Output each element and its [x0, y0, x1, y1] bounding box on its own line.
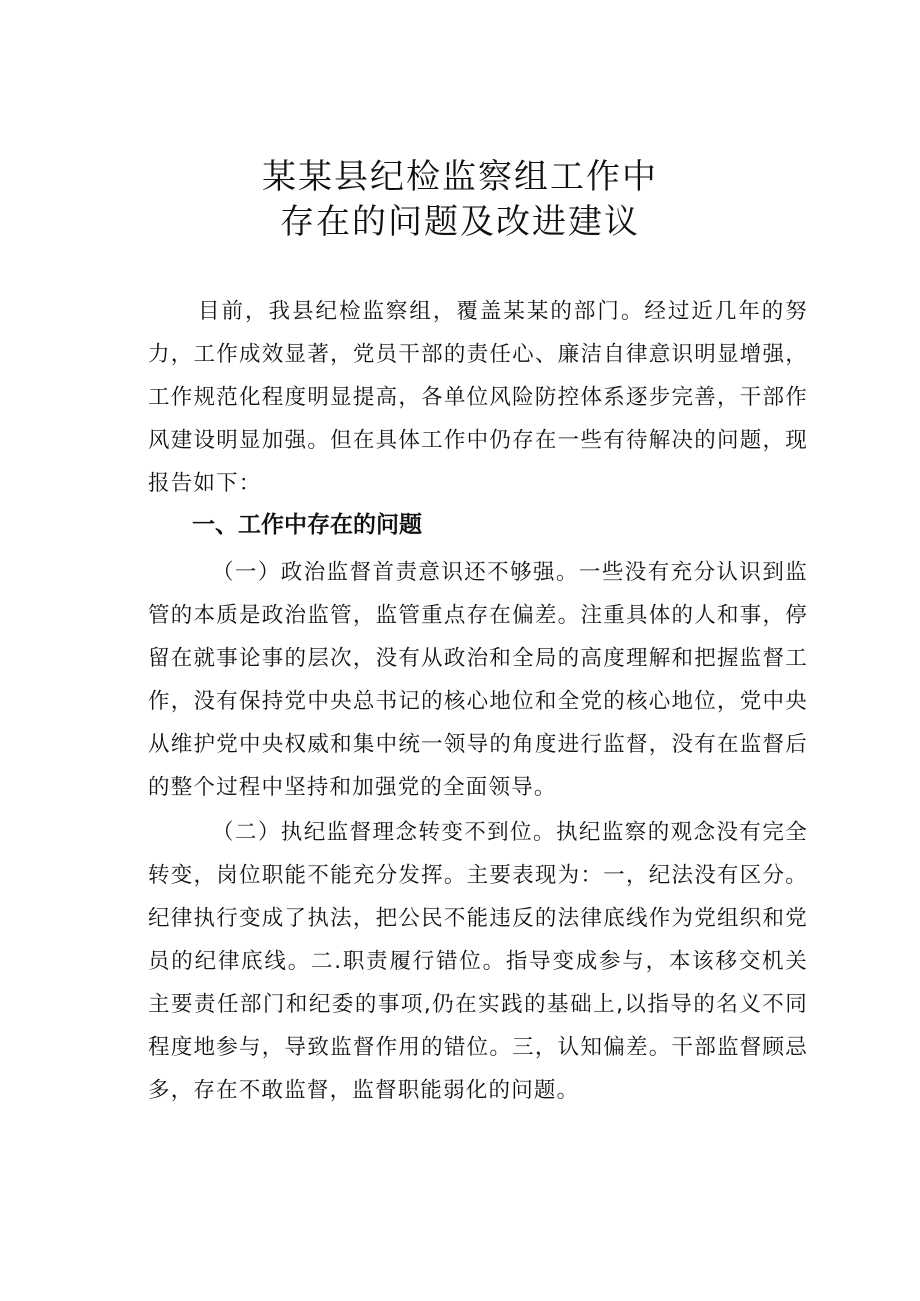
paragraph-political-supervision: （一）政治监督首责意识还不够强。一些没有充分认识到监管的本质是政治监管，监管重点存在偏差。注重具体的人和事，停留在就事论事的层次，没有从政治和全局的高度理解和把握监督工作，没有保持党中央总书记的核心地位和全党的核心地位，党中央从维护党中央权威和集中统一领导的角度进行监督，没有在监督后的整个过程中坚持和加强党的全面领导。 [148, 560, 808, 800]
paragraph-discipline-supervision: （二）执纪监督理念转变不到位。执纪监察的观念没有完全转变，岗位职能不能充分发挥。主要表现为：一，纪法没有区分。纪律执行变成了执法，把公民不能违反的法律底线作为党组织和党员的纪律底线。二.职责履行错位。指导变成参与，本该移交机关主要责任部门和纪委的事项,仍在实践的基础上,以指导的名义不同程度地参与，导致监督作用的错位。三，认知偏差。干部监督顾忌多，存在不敢监督，监督职能弱化的问题。 [148, 820, 808, 1103]
document-title-line-2: 存在的问题及改进建议 [280, 202, 640, 242]
document-title-line-1: 某某县纪检监察组工作中 [262, 157, 658, 197]
section-heading-1: 一、工作中存在的问题 [192, 512, 422, 538]
intro-paragraph: 目前，我县纪检监察组，覆盖某某的部门。经过近几年的努力，工作成效显著，党员干部的责任心、廉洁自律意识明显增强，工作规范化程度明显提高，各单位风险防控体系逐步完善，干部作风建设明显加强。但在具体工作中仍存在一些有待解决的问题，现报告如下： [148, 299, 808, 496]
